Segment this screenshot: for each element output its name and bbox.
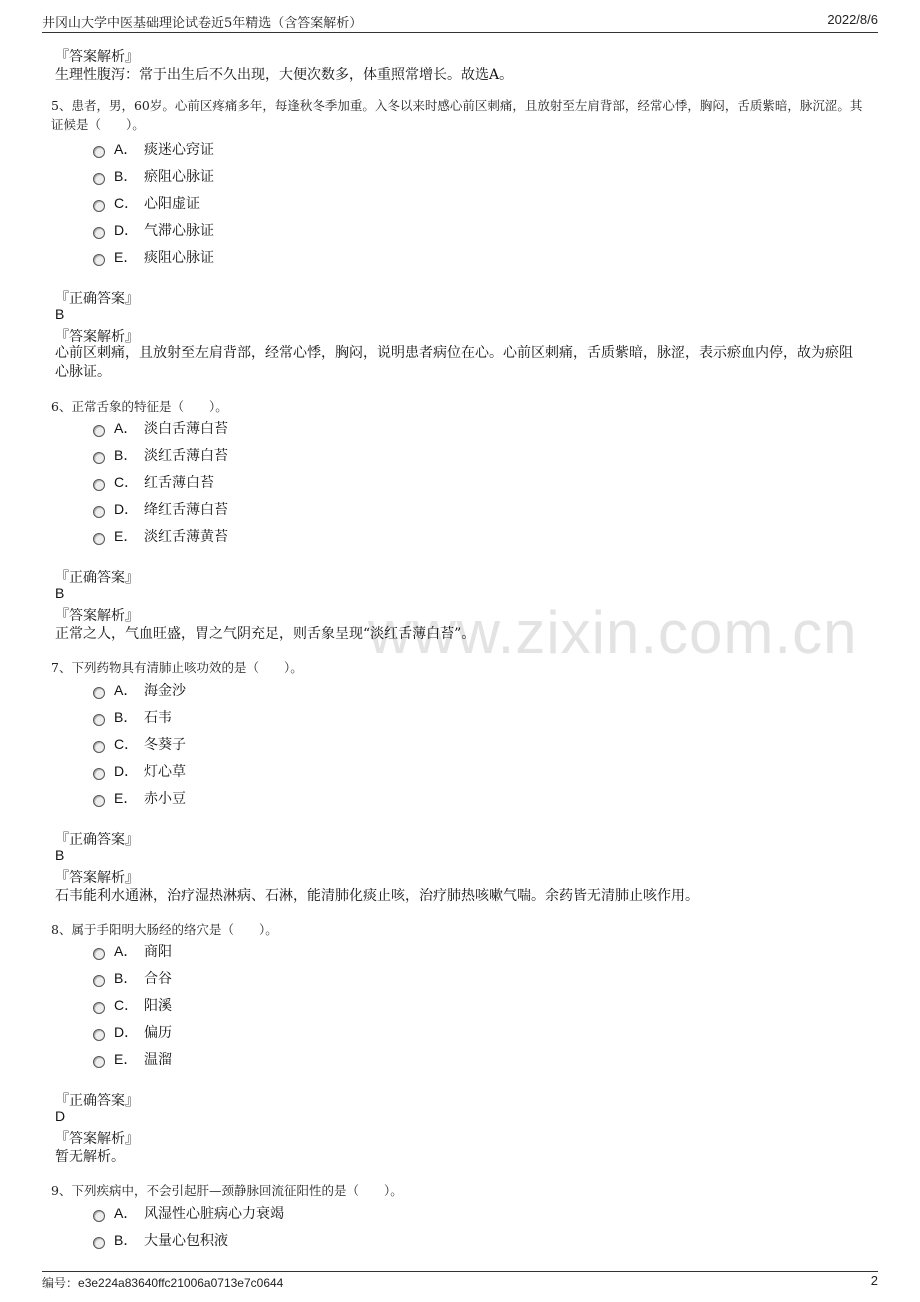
page-number: 2 — [870, 1273, 878, 1288]
answer-value: B — [55, 847, 65, 863]
radio-icon[interactable] — [93, 768, 105, 780]
radio-icon[interactable] — [93, 146, 105, 158]
answer-label: 『正确答案』 — [55, 1093, 139, 1109]
radio-icon[interactable] — [93, 795, 105, 807]
radio-icon[interactable] — [93, 948, 105, 960]
question-6-option-d[interactable]: D． 绛红舌薄白苔 — [93, 499, 228, 519]
answer-value: B — [55, 306, 65, 322]
answer-label: 『正确答案』 — [55, 291, 139, 307]
analysis-text: 心前区刺痛，且放射至左肩背部，经常心悸，胸闷，说明患者病位在心。心前区刺痛，舌质紫暗，脉涩，表示瘀血内停，故为瘀阻心脉证。 — [55, 345, 853, 380]
question-5-option-b[interactable]: B． 瘀阻心脉证 — [93, 166, 214, 186]
question-8-text: 8、属于手阳明大肠经的络穴是（ ）。 — [51, 922, 278, 937]
question-7-option-d[interactable]: D． 灯心草 — [93, 761, 186, 781]
question-8-option-e[interactable]: E． 温溜 — [93, 1049, 172, 1069]
radio-icon[interactable] — [93, 506, 105, 518]
radio-icon[interactable] — [93, 741, 105, 753]
document-date: 2022/8/6 — [827, 12, 878, 27]
radio-icon[interactable] — [93, 1210, 105, 1222]
question-7-option-e[interactable]: E． 赤小豆 — [93, 788, 186, 808]
question-7-text: 7、下列药物具有清肺止咳功效的是（ ）。 — [51, 660, 303, 675]
question-7-option-c[interactable]: C． 冬葵子 — [93, 734, 186, 754]
watermark: www.zixin.com.cn — [368, 599, 858, 666]
page-header — [42, 10, 878, 33]
question-5-option-c[interactable]: C． 心阳虚证 — [93, 193, 200, 213]
question-8-option-d[interactable]: D． 偏历 — [93, 1022, 172, 1042]
question-7-option-a[interactable]: A． 海金沙 — [93, 680, 186, 700]
analysis-label: 『答案解析』 — [55, 870, 139, 886]
question-9-text: 9、下列疾病中，不会引起肝—颈静脉回流征阳性的是（ ）。 — [51, 1183, 403, 1198]
radio-icon[interactable] — [93, 254, 105, 266]
radio-icon[interactable] — [93, 533, 105, 545]
analysis-text: 正常之人，气血旺盛，胃之气阴充足，则舌象呈现“淡红舌薄白苔”。 — [55, 626, 476, 642]
radio-icon[interactable] — [93, 1029, 105, 1041]
question-7-option-b[interactable]: B． 石韦 — [93, 707, 172, 727]
radio-icon[interactable] — [93, 452, 105, 464]
analysis-label: 『答案解析』 — [55, 1131, 139, 1147]
document-title: 井冈山大学中医基础理论试卷近5年精选（含答案解析） — [42, 16, 363, 31]
answer-value: D — [55, 1108, 66, 1124]
answer-label: 『正确答案』 — [55, 570, 139, 586]
analysis-text: 石韦能利水通淋，治疗湿热淋病、石淋，能清肺化痰止咳，治疗肺热咳嗽气喘。余药皆无清肺止咳作用。 — [55, 888, 699, 904]
document-code: 编号：e3e224a83640ffc21006a0713e7c0644 — [42, 1276, 284, 1290]
question-9-option-b[interactable]: B． 大量心包积液 — [93, 1230, 228, 1250]
analysis-label: 『答案解析』 — [55, 608, 139, 624]
radio-icon[interactable] — [93, 714, 105, 726]
question-5-option-e[interactable]: E． 痰阻心脉证 — [93, 247, 214, 267]
analysis-text: 生理性腹泻：常于出生后不久出现，大便次数多，体重照常增长。故选A。 — [55, 67, 514, 83]
radio-icon[interactable] — [93, 173, 105, 185]
radio-icon[interactable] — [93, 227, 105, 239]
question-8-option-c[interactable]: C． 阳溪 — [93, 995, 172, 1015]
radio-icon[interactable] — [93, 425, 105, 437]
question-8-option-b[interactable]: B． 合谷 — [93, 968, 172, 988]
radio-icon[interactable] — [93, 687, 105, 699]
radio-icon[interactable] — [93, 975, 105, 987]
analysis-text: 暂无解析。 — [55, 1149, 125, 1165]
radio-icon[interactable] — [93, 1237, 105, 1249]
answer-label: 『正确答案』 — [55, 832, 139, 848]
question-5-option-a[interactable]: A． 痰迷心窍证 — [93, 139, 214, 159]
question-6-option-a[interactable]: A． 淡白舌薄白苔 — [93, 418, 228, 438]
analysis-label: 『答案解析』 — [55, 329, 139, 345]
answer-value: B — [55, 585, 65, 601]
question-5-option-d[interactable]: D． 气滞心脉证 — [93, 220, 214, 240]
radio-icon[interactable] — [93, 1056, 105, 1068]
question-8-option-a[interactable]: A． 商阳 — [93, 941, 172, 961]
radio-icon[interactable] — [93, 200, 105, 212]
analysis-label: 『答案解析』 — [55, 49, 139, 65]
question-6-option-c[interactable]: C． 红舌薄白苔 — [93, 472, 214, 492]
question-6-text: 6、正常舌象的特征是（ ）。 — [51, 399, 228, 414]
question-6-option-e[interactable]: E． 淡红舌薄黄苔 — [93, 526, 228, 546]
question-9-option-a[interactable]: A． 风湿性心脏病心力衰竭 — [93, 1203, 284, 1223]
question-6-option-b[interactable]: B． 淡红舌薄白苔 — [93, 445, 228, 465]
radio-icon[interactable] — [93, 1002, 105, 1014]
question-5-text: 5、患者，男，60岁。心前区疼痛多年，每逢秋冬季加重。入冬以来时感心前区刺痛，且放射至左肩背部，经常心悸，胸闷，舌质紫暗，脉沉涩。其证候是（ ）。 — [51, 98, 863, 132]
radio-icon[interactable] — [93, 479, 105, 491]
page-footer — [42, 1271, 878, 1292]
